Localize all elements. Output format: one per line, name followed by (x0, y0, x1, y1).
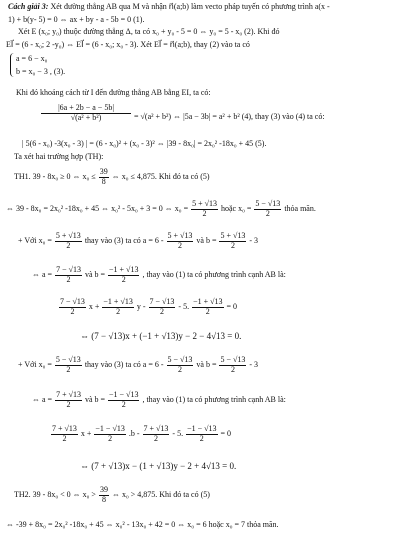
line-16: ⇔ (7 − √13)x + (−1 + √13)y − 2 − 4√13 = 0. (80, 331, 242, 341)
case-2-text: TH2. 39 - 8x₀ < 0 ⇔ x₀ > (14, 490, 96, 500)
sub-case-2-a-num: 7 + √13 (56, 390, 81, 399)
case-1-solve-tail: thỏa mãn. (284, 204, 316, 214)
sub-case-2-b-den: 2 (121, 399, 126, 409)
eq2-f1-den: 2 (62, 433, 67, 443)
sub-case-1-f3-den: 2 (230, 240, 235, 250)
distance-fraction-numerator: |6a + 2b − a − 5b| (41, 104, 131, 114)
line-10: Ta xét hai trường hợp (TH): (14, 152, 104, 161)
root-1-num: 5 + √13 (192, 199, 217, 208)
eq2-f2-num: −1 − √13 (95, 424, 125, 433)
eq2-m2: .b - (128, 429, 140, 439)
sub-case-2-f3-num: 5 − √13 (220, 355, 246, 364)
case-2-heading (14, 486, 210, 505)
sub-case-2-ab-text: ⇔ a = (32, 395, 53, 405)
sub-case-2-ab (32, 391, 286, 410)
sub-case-2-ab-mid: và b = (84, 395, 106, 405)
eq2-f3-num: 7 + √13 (143, 424, 169, 433)
sub-case-2-tail: - 3 (249, 360, 259, 370)
sub-case-1-mid2: và b = (196, 236, 217, 246)
sub-case-1-a-den: 2 (66, 274, 71, 284)
eq1-f1-den: 2 (70, 306, 75, 316)
sub-case-1-tail: - 3 (249, 236, 259, 246)
root-2-den: 2 (265, 208, 270, 218)
sub-case-1-text: + Với x₀ = (18, 236, 52, 246)
eq2-m1: x + (80, 429, 92, 439)
intro-line-1-text: Xét đường thẳng AB qua M và nhận n⃗(a;b) làm vecto pháp tuyến có phương trình a(x - (50, 2, 330, 11)
eq1-f1-num: 7 − √13 (60, 297, 85, 306)
eq2-f1-num: 7 + √13 (52, 424, 77, 433)
sub-case-1-ab-tail: , thay vào (1) ta có phương trình cạnh AB là: (142, 270, 286, 280)
case-2-frac-den: 8 (101, 494, 106, 504)
root-2-num: 5 − √13 (255, 199, 281, 208)
eq2-tail: = 0 (220, 429, 232, 439)
sub-case-2-mid2: và b = (196, 360, 217, 370)
eq1-f2-num: −1 + √13 (103, 297, 133, 306)
sub-case-2-f2-den: 2 (177, 364, 182, 374)
eq1-f3-num: 7 − √13 (149, 297, 175, 306)
sub-case-1-mid: thay vào (3) ta có a = 6 - (84, 236, 164, 246)
distance-fraction (40, 104, 132, 123)
line-07: Khi đó khoảng cách từ I đến đường thẳng AB bằng EI, ta có: (16, 88, 211, 97)
case-1-tail: ⇔ x₀ ≤ 4,875. Khi đó ta có (5) (111, 172, 210, 182)
eq1-f4-num: −1 + √13 (193, 297, 223, 306)
sub-case-2-f1-num: 5 − √13 (55, 355, 81, 364)
line-05: a = 6 − x₀ (16, 54, 48, 63)
sub-case-1-equation (58, 298, 237, 317)
sub-case-1-ab-mid: và b = (84, 270, 106, 280)
line-03: Xét E (x₀; y₀) thuộc đường thẳng Δ, ta có x₀ + y₀ - 5 = 0 ⇔ y₀ = 5 - x₀ (2). Khi đó (18, 27, 280, 36)
case-1-solve-text: ⇔ 39 - 8x₀ = 2x₀² -18x₀ + 45 ⇔ x₀² - 5x₀ + 3 = 0 ⇔ x₀ = (6, 204, 189, 214)
sub-case-2-text: + Với x₀ = (18, 360, 52, 370)
sub-case-2-f3-den: 2 (230, 364, 235, 374)
eq1-f3-den: 2 (159, 306, 164, 316)
sub-case-2-f2-num: 5 − √13 (167, 355, 193, 364)
eq1-f4-den: 2 (205, 306, 210, 316)
case-1-solve-mid: hoặc x₀ = (221, 204, 252, 214)
system-brace (10, 53, 15, 77)
sub-case-2-a-den: 2 (66, 399, 71, 409)
sub-case-1-f2-den: 2 (177, 240, 182, 250)
sub-case-1-b-num: −1 + √13 (109, 265, 139, 274)
case-1-text: TH1. 39 - 8x₀ ≥ 0 ⇔ x₀ ≤ (14, 172, 96, 182)
eq1-tail: = 0 (226, 302, 238, 312)
line-22: ⇔ -39 + 8x₀ = 2x₀² -18x₀ + 45 ⇔ x₀² - 13x₀ + 42 = 0 ⇔ x₀ = 6 hoặc x₀ = 7 thỏa mãn. (6, 520, 279, 529)
sub-case-1-f1-den: 2 (66, 240, 71, 250)
sub-case-1-f3-num: 5 + √13 (220, 231, 246, 240)
sub-case-1-f2-num: 5 + √13 (167, 231, 193, 240)
eq1-m1: x + (88, 302, 100, 312)
eq2-f4-den: 2 (199, 433, 204, 443)
sub-case-2 (18, 356, 258, 375)
line-20: ⇔ (7 + √13)x − (1 + √13)y − 2 + 4√13 = 0. (80, 461, 237, 471)
sub-case-2-ab-tail: , thay vào (1) ta có phương trình cạnh AB là: (142, 395, 286, 405)
root-1-den: 2 (202, 208, 207, 218)
line-04: EI⃗ = (6 - x₀; 2 -y₀) ⇔ EI⃗ = (6 - x₀; x₀ - 3). Xét EI⃗ = n⃗(a;b), thay (2) vào ta có (6, 40, 250, 49)
sub-case-1-b-den: 2 (121, 274, 126, 284)
case-1-heading (14, 168, 210, 187)
case-1-solve (6, 200, 316, 219)
case-1-frac-den: 8 (101, 176, 106, 186)
sub-case-1-ab-text: ⇔ a = (32, 270, 53, 280)
case-1-frac-num: 39 (99, 167, 108, 176)
eq1-m2: y - (136, 302, 146, 312)
eq2-f2-den: 2 (108, 433, 113, 443)
line-06: b = x₀ − 3 , (3). (16, 67, 66, 76)
eq1-m3: - 5. (178, 302, 190, 312)
case-2-tail: ⇔ x₀ > 4,875. Khi đó ta có (5) (111, 490, 210, 500)
eq2-f4-num: −1 − √13 (187, 424, 217, 433)
line-08-tail: = √(a² + b²) ⇔ |5a − 3b| = a² + b² (4), thay (3) vào (4) ta có: (134, 112, 325, 121)
sub-case-1 (18, 232, 258, 251)
intro-line-1: Cách giải 3: Xét đường thẳng AB qua M và nhận n⃗(a;b) làm vecto pháp tuyến có phương trình a(x - (8, 2, 330, 11)
line-09: | 5(6 - x₀) -3(x₀ - 3) | = (6 - x₀)² + (x₀ - 3)² ⇔ |39 - 8x₀| = 2x₀² -18x₀ + 45 (5). (22, 139, 267, 148)
sub-case-1-f1-num: 5 + √13 (55, 231, 81, 240)
sub-case-2-b-num: −1 − √13 (109, 390, 139, 399)
sub-case-2-mid: thay vào (3) ta có a = 6 - (84, 360, 164, 370)
sub-case-1-ab (32, 266, 286, 285)
sub-case-2-equation (50, 425, 231, 444)
case-2-frac-num: 39 (99, 485, 108, 494)
sub-case-1-a-num: 7 − √13 (56, 265, 81, 274)
sub-case-2-f1-den: 2 (66, 364, 71, 374)
eq2-m3: - 5. (172, 429, 184, 439)
eq2-f3-den: 2 (153, 433, 158, 443)
line-02: 1) + b(y- 5) = 0 ⇔ ax + by - a - 5b = 0 (1). (8, 15, 145, 24)
distance-fraction-denominator: √(a² + b²) (70, 112, 102, 122)
eq1-f2-den: 2 (116, 306, 121, 316)
